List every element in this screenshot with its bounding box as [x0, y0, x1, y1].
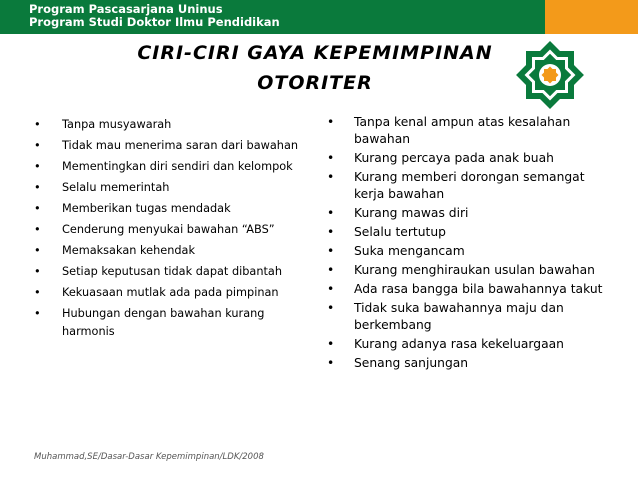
- bullet-icon: •: [327, 337, 335, 351]
- right-bullet-list: [327, 114, 617, 374]
- bullet-icon: •: [327, 170, 335, 184]
- list-item: • Kekuasaan mutlak ada pada pimpinan: [34, 284, 304, 302]
- bullet-icon: •: [34, 286, 41, 299]
- list-item: • Tanpa kenal ampun atas kesalahan bawahan: [327, 115, 571, 146]
- header-line-1: Program Pascasarjana Uninus: [29, 2, 223, 16]
- bullet-icon: •: [327, 115, 335, 129]
- bullet-icon: •: [327, 301, 335, 315]
- list-item: • Kurang memberi dorongan semangat kerja bawahan: [327, 170, 585, 201]
- list-item: • Memberikan tugas mendadak: [34, 200, 304, 218]
- list-item: • Setiap keputusan tidak dapat dibantah: [34, 263, 304, 281]
- bullet-icon: •: [327, 263, 335, 277]
- list-item: • Kurang adanya rasa kekeluargaan: [327, 337, 564, 351]
- bullet-icon: •: [34, 202, 41, 215]
- list-item: • Selalu memerintah: [34, 179, 304, 197]
- left-bullet-list: [34, 116, 304, 344]
- title-line-2: OTORITER: [257, 72, 373, 94]
- list-item: • Hubungan dengan bawahan kurang harmonis: [34, 307, 265, 338]
- bullet-icon: •: [327, 151, 335, 165]
- list-item: • Selalu tertutup: [327, 225, 446, 239]
- islamic-star-logo-icon: [515, 40, 585, 110]
- list-item: • Ada rasa bangga bila bawahannya takut: [327, 282, 603, 296]
- header-text: [29, 3, 280, 29]
- list-item: • Memaksakan kehendak: [34, 242, 304, 260]
- bullet-icon: •: [34, 265, 41, 278]
- bullet-icon: •: [34, 118, 41, 131]
- bullet-icon: •: [34, 139, 41, 152]
- bullet-icon: •: [327, 356, 335, 370]
- bullet-icon: •: [34, 223, 41, 236]
- list-item: • Kurang menghiraukan usulan bawahan: [327, 263, 595, 277]
- bullet-icon: •: [327, 206, 335, 220]
- header-line-2: Program Studi Doktor Ilmu Pendidikan: [29, 15, 280, 29]
- bullet-icon: •: [327, 244, 335, 258]
- bullet-icon: •: [327, 282, 335, 296]
- title-line-1: CIRI-CIRI GAYA KEPEMIMPINAN: [137, 42, 493, 64]
- header-orange-accent: [545, 0, 638, 34]
- list-item: • Mementingkan diri sendiri dan kelompok: [34, 158, 304, 176]
- bullet-icon: •: [34, 244, 41, 257]
- list-item: • Cenderung menyukai bawahan “ABS”: [34, 221, 304, 239]
- bullet-icon: •: [34, 160, 41, 173]
- list-item: • Senang sanjungan: [327, 356, 469, 370]
- list-item: • Tanpa musyawarah: [34, 116, 304, 134]
- bullet-icon: •: [34, 307, 41, 320]
- list-item: • Tidak suka bawahannya maju dan berkembang: [327, 301, 564, 332]
- footer-citation: Muhammad,SE/Dasar-Dasar Kepemimpinan/LDK/2008: [34, 452, 264, 462]
- header-divider: [0, 34, 638, 37]
- list-item: • Kurang percaya pada anak buah: [327, 151, 554, 165]
- bullet-icon: •: [34, 181, 41, 194]
- list-item: • Suka mengancam: [327, 244, 465, 258]
- list-item: • Tidak mau menerima saran dari bawahan: [34, 137, 304, 155]
- list-item: • Kurang mawas diri: [327, 206, 469, 220]
- bullet-icon: •: [327, 225, 335, 239]
- slide-title: [80, 38, 550, 98]
